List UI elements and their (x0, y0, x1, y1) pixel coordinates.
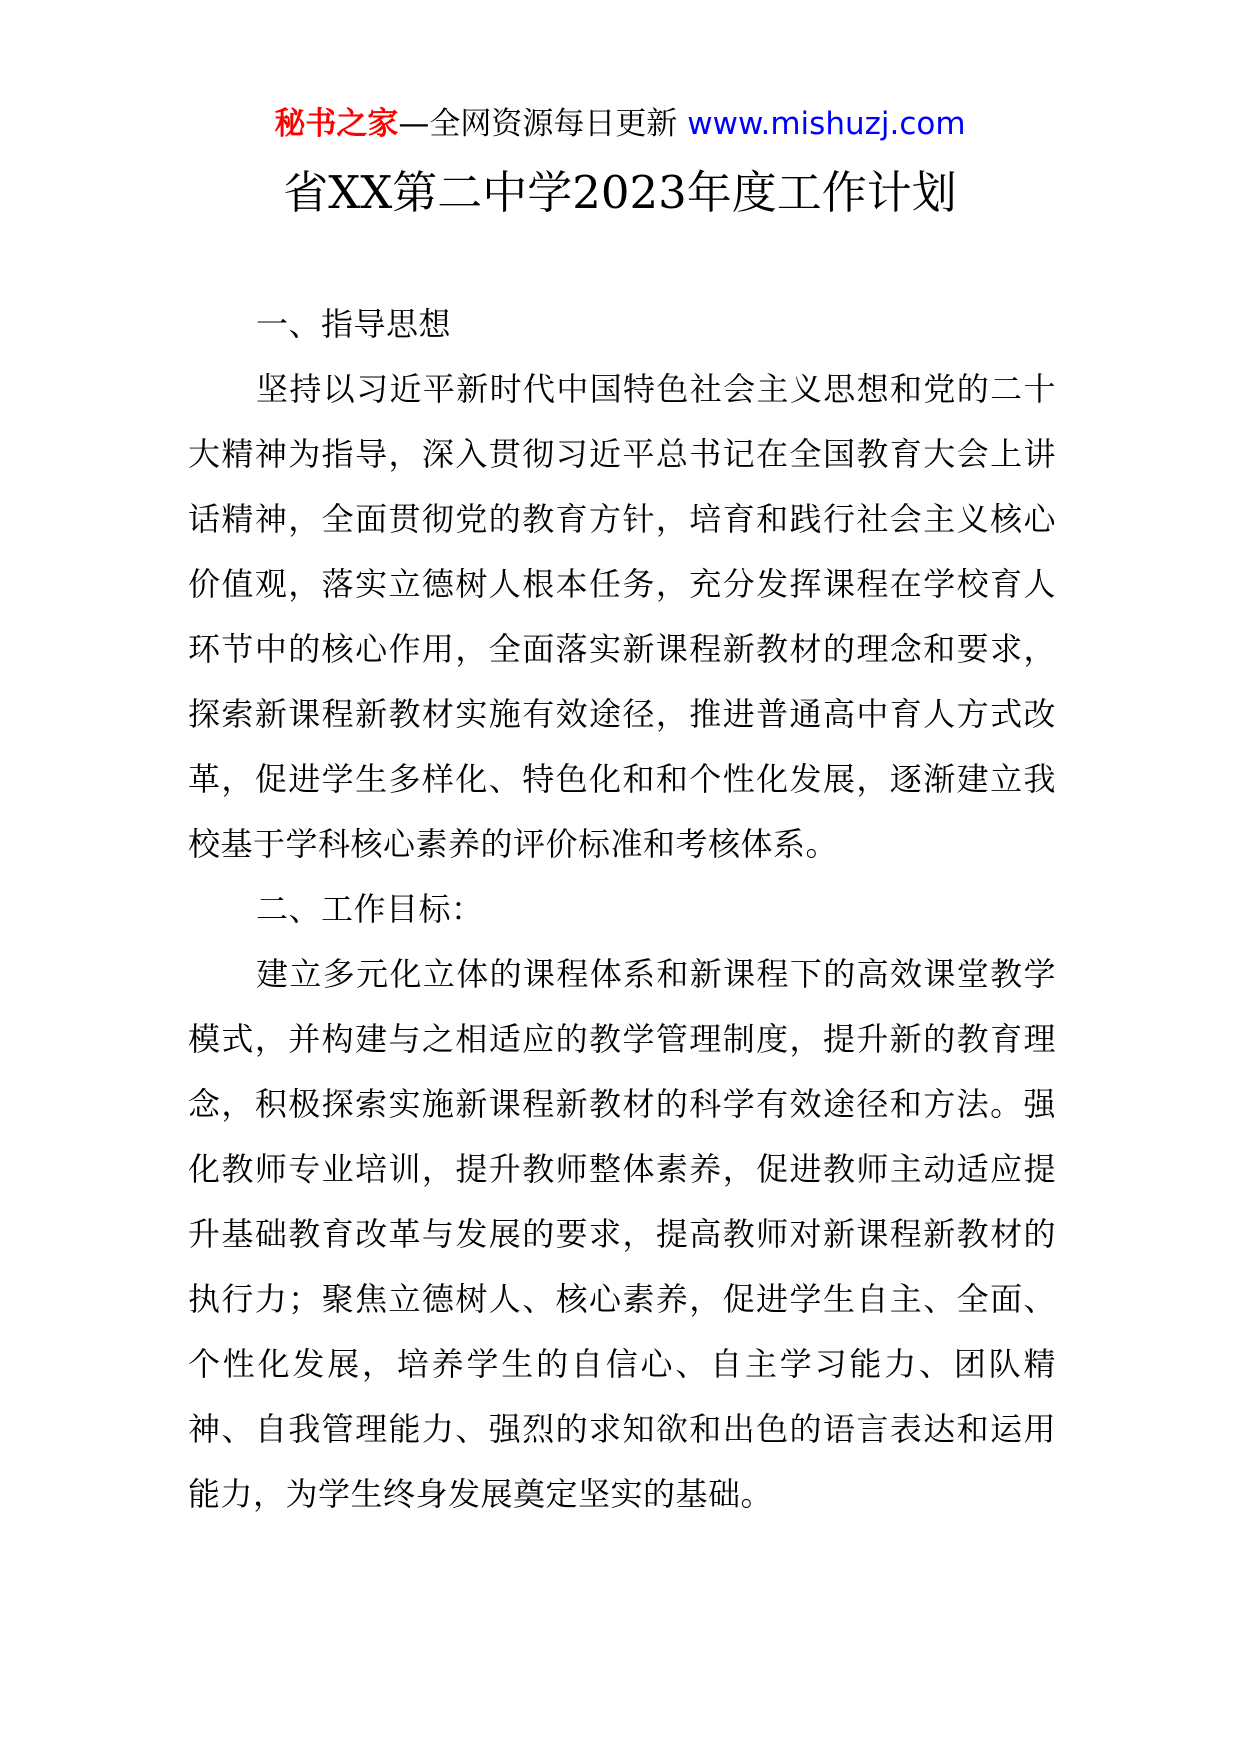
banner-brand: 秘书之家 (274, 106, 399, 142)
paragraph-guiding-ideology: 坚持以习近平新时代中国特色社会主义思想和党的二十大精神为指导，深入贯彻习近平总书记在全国教育大会上讲话精神，全面贯彻党的教育方针，培育和践行社会主义核心价值观，落实立德树人根本任务，充分发挥课程在学校育人环节中的核心作用，全面落实新课程新教材的理念和要求，探索新课程新教材实施有效途径，推进普通高中育人方式改革，促进学生多样化、特色化和和个性化发展，逐渐建立我校基于学科核心素养的评价标准和考核体系。 (188, 370, 1056, 863)
paragraph-work-goals: 建立多元化立体的课程体系和新课程下的高效课堂教学模式，并构建与之相适应的教学管理制度，提升新的教育理念，积极探索实施新课程新教材的科学有效途径和方法。强化教师专业培训，提升教师整体素养，促进教师主动适应提升基础教育改革与发展的要求，提高教师对新课程新教材的执行力；聚焦立德树人、核心素养，促进学生自主、全面、个性化发展，培养学生的自信心、自主学习能力、团队精神、自我管理能力、强烈的求知欲和出色的语言表达和运用能力，为学生终身发展奠定坚实的基础。 (188, 955, 1056, 1513)
banner-url: www.mishuzj.com (687, 106, 966, 142)
section-heading-guiding-ideology: 一、指导思想 (256, 305, 452, 343)
banner-slogan: —全网资源每日更新 (398, 106, 678, 142)
site-banner (0, 102, 1240, 146)
document-body (188, 292, 1056, 1527)
section-heading-work-goals: 二、工作目标： (256, 890, 484, 928)
document-title: 省XX第二中学2023年度工作计划 (283, 166, 957, 219)
